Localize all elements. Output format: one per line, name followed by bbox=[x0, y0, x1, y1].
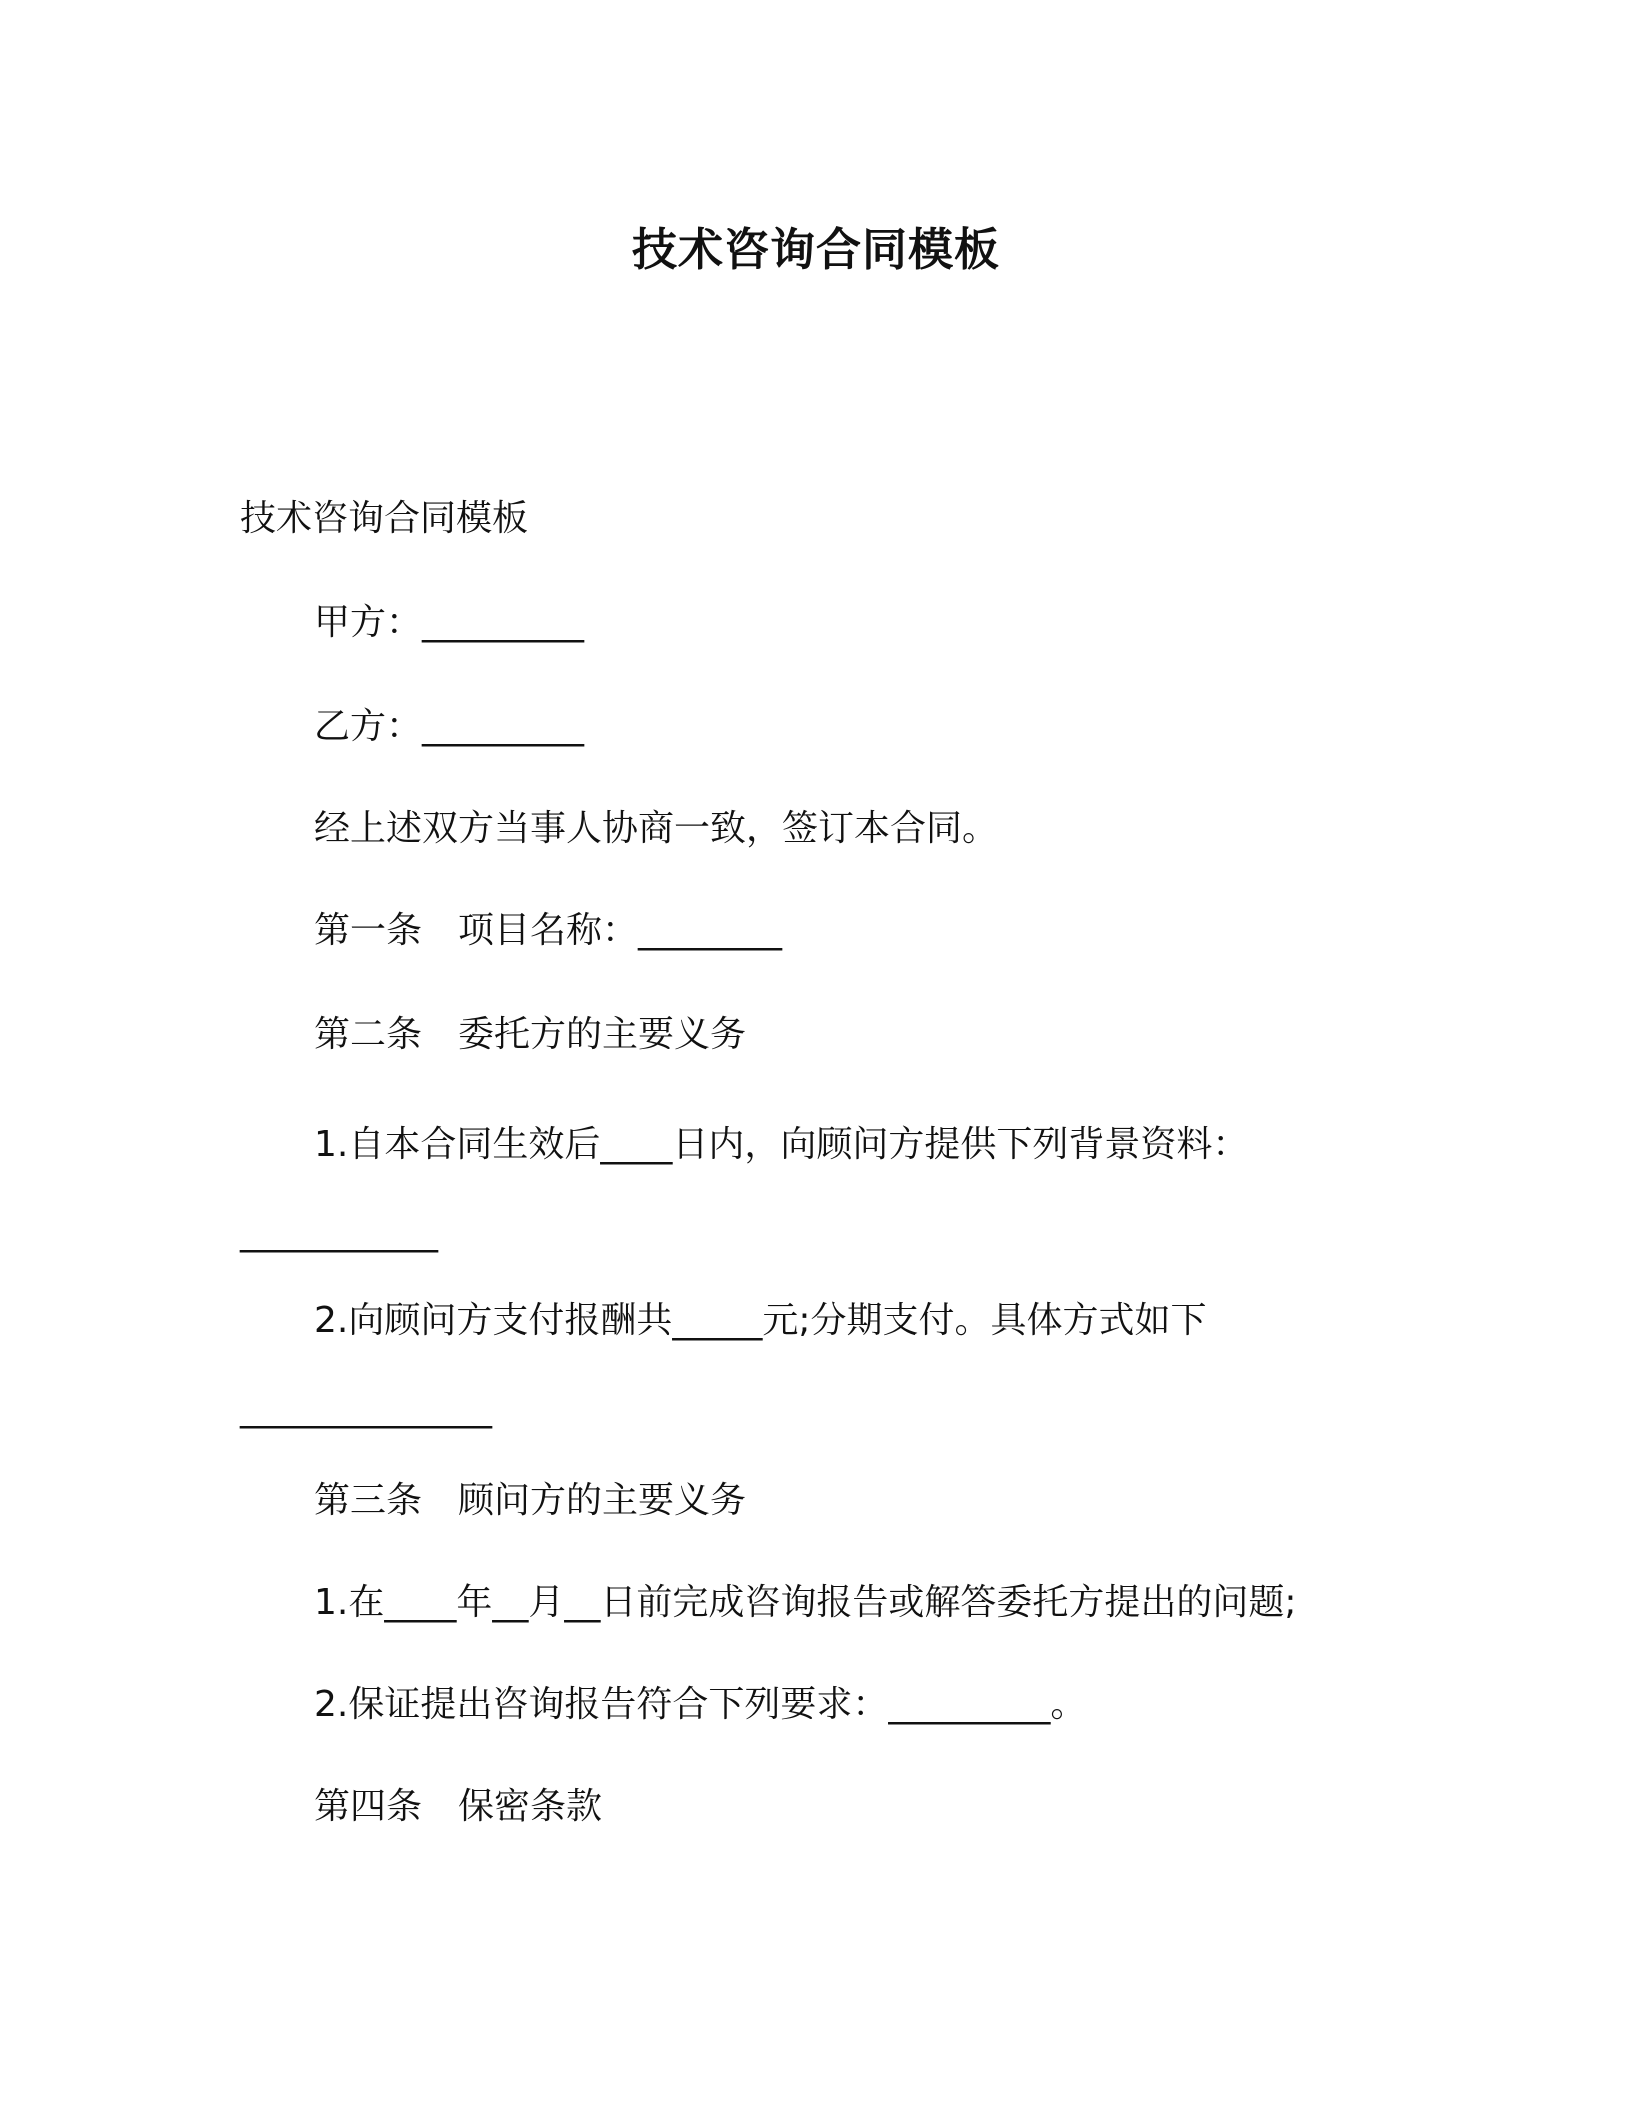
article-3-heading: 第三条 顾问方的主要义务 bbox=[314, 1480, 747, 1521]
article-1-heading: 第一条 项目名称：________ bbox=[314, 910, 783, 951]
article-3-item-2: 2.保证提出咨询报告符合下列要求：_________。 bbox=[314, 1684, 1087, 1725]
subtitle-line: 技术咨询合同模板 bbox=[240, 498, 529, 539]
document-title: 技术咨询合同模板 bbox=[631, 223, 1000, 276]
article-4-heading: 第四条 保密条款 bbox=[314, 1786, 603, 1827]
article-3-item-1: 1.在____年__月__日前完成咨询报告或解答委托方提出的问题; bbox=[314, 1582, 1297, 1623]
article-2-item-1: 1.自本合同生效后____日内，向顾问方提供下列背景资料： bbox=[314, 1124, 1249, 1165]
agreement-statement: 经上述双方当事人协商一致，签订本合同。 bbox=[314, 808, 999, 849]
article-2-item-1-blank: ___________ bbox=[240, 1212, 438, 1253]
article-2-item-2: 2.向顾问方支付报酬共_____元;分期支付。具体方式如下 bbox=[314, 1300, 1207, 1341]
party-a-line: 甲方：_________ bbox=[314, 602, 585, 643]
article-2-heading: 第二条 委托方的主要义务 bbox=[314, 1014, 747, 1055]
party-b-line: 乙方：_________ bbox=[314, 706, 585, 747]
article-2-item-2-blank: ______________ bbox=[240, 1388, 492, 1429]
